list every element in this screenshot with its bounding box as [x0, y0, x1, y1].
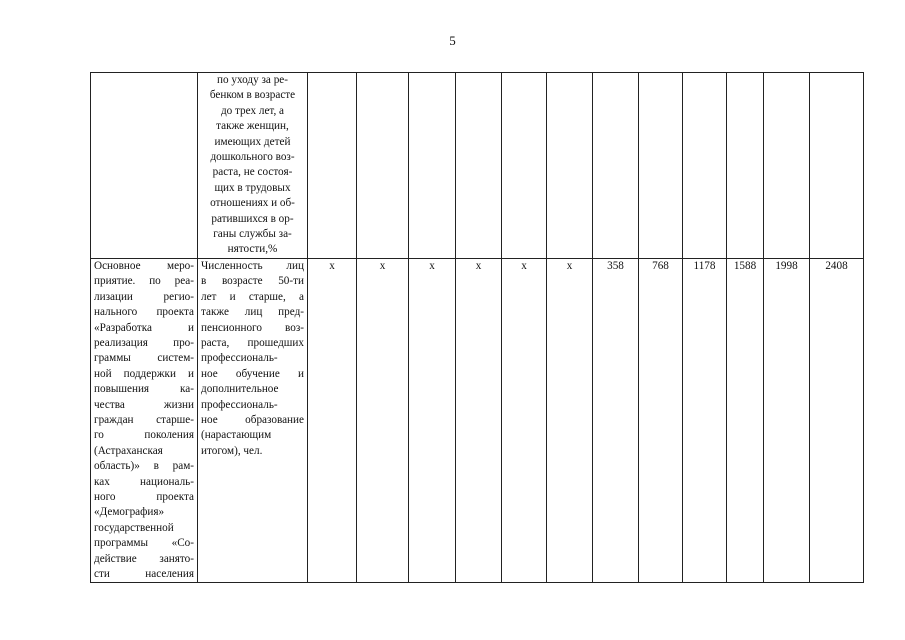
- text-line: граждан старше-: [94, 413, 194, 426]
- text-line: ной поддержки и: [94, 367, 194, 380]
- value-cell: [547, 73, 593, 259]
- text-line: нального проекта: [94, 306, 194, 319]
- text-line: программы «Со-: [94, 537, 194, 550]
- text-line: «Разработка и: [94, 321, 194, 334]
- text-line: «Демография»: [94, 506, 165, 519]
- text-line: ках националь-: [94, 475, 194, 488]
- text-line: итогом), чел.: [201, 444, 263, 457]
- text-line: до трех лет, а: [220, 104, 285, 117]
- text-line: также женщин,: [216, 120, 289, 133]
- value-cell: [727, 73, 764, 259]
- text-line: граммы систем-: [94, 352, 194, 365]
- text-line: ного проекта: [94, 490, 194, 503]
- text-line: область)» в рам-: [94, 460, 194, 473]
- text-line: имеющих детей: [214, 135, 291, 148]
- value-cell: х: [409, 258, 456, 583]
- value-cell: х: [357, 258, 409, 583]
- value-cell: 358: [593, 258, 639, 583]
- activity-cell: [91, 73, 198, 259]
- text-line: щих в трудовых: [214, 181, 291, 194]
- table-row: [91, 73, 864, 259]
- text-line: пенсионного воз-: [201, 321, 304, 334]
- value-cell: 1178: [683, 258, 727, 583]
- text-line: дошкольного воз-: [210, 151, 295, 164]
- value-cell: х: [456, 258, 502, 583]
- value-cell: х: [308, 258, 357, 583]
- text-line: (Астраханская: [94, 444, 163, 457]
- indicator-cell: [198, 258, 308, 583]
- text-line: раста, прошедших: [201, 336, 304, 349]
- table-row: [91, 258, 864, 583]
- value-cell: [764, 73, 810, 259]
- text-line: государственной: [94, 521, 174, 534]
- text-line: действие занято-: [94, 552, 194, 565]
- value-cell: [409, 73, 456, 259]
- text-line: нятости,%: [227, 243, 278, 256]
- text-line: реализация про-: [94, 336, 194, 349]
- text-line: го поколения: [94, 429, 194, 442]
- text-line: Численность лиц: [201, 259, 304, 272]
- value-cell: 2408: [810, 258, 864, 583]
- value-cell: [593, 73, 639, 259]
- value-cell: [456, 73, 502, 259]
- value-cell: 1998: [764, 258, 810, 583]
- value-cell: х: [502, 258, 547, 583]
- indicator-cell: [198, 73, 308, 259]
- value-cell: 1588: [727, 258, 764, 583]
- text-line: ратившихся в ор-: [211, 212, 294, 225]
- activity-cell: [91, 258, 198, 583]
- value-cell: [683, 73, 727, 259]
- value-cell: 768: [639, 258, 683, 583]
- text-line: по уходу за ре-: [217, 74, 288, 86]
- value-cell: [639, 73, 683, 259]
- text-line: чества жизни: [94, 398, 194, 411]
- text-line: (нарастающим: [201, 429, 272, 442]
- text-line: профессиональ-: [201, 398, 278, 411]
- text-line: повышения ка-: [94, 383, 194, 396]
- text-line: лет и старше, а: [201, 290, 304, 303]
- text-line: приятие. по реа-: [94, 275, 194, 288]
- value-cell: х: [547, 258, 593, 583]
- value-cell: [502, 73, 547, 259]
- text-line: ное образование: [201, 413, 304, 426]
- value-cell: [308, 73, 357, 259]
- text-line: дополнительное: [201, 383, 279, 396]
- text-line: раста, не состоя-: [212, 166, 293, 179]
- text-line: ное обучение и: [201, 367, 304, 380]
- page-number: 5: [449, 33, 456, 48]
- text-line: бенком в возрасте: [209, 89, 296, 102]
- text-line: Основное меро-: [94, 259, 194, 272]
- value-cell: [810, 73, 864, 259]
- text-line: отношениях и об-: [210, 197, 295, 210]
- value-cell: [357, 73, 409, 259]
- text-line: ганы службы за-: [213, 228, 292, 241]
- text-line: лизации регио-: [94, 290, 194, 303]
- text-line: сти населения: [94, 568, 194, 580]
- text-line: также лиц пред-: [201, 306, 304, 319]
- text-line: в возрасте 50-ти: [201, 275, 304, 288]
- text-line: профессиональ-: [201, 352, 278, 365]
- indicators-table: [90, 72, 864, 583]
